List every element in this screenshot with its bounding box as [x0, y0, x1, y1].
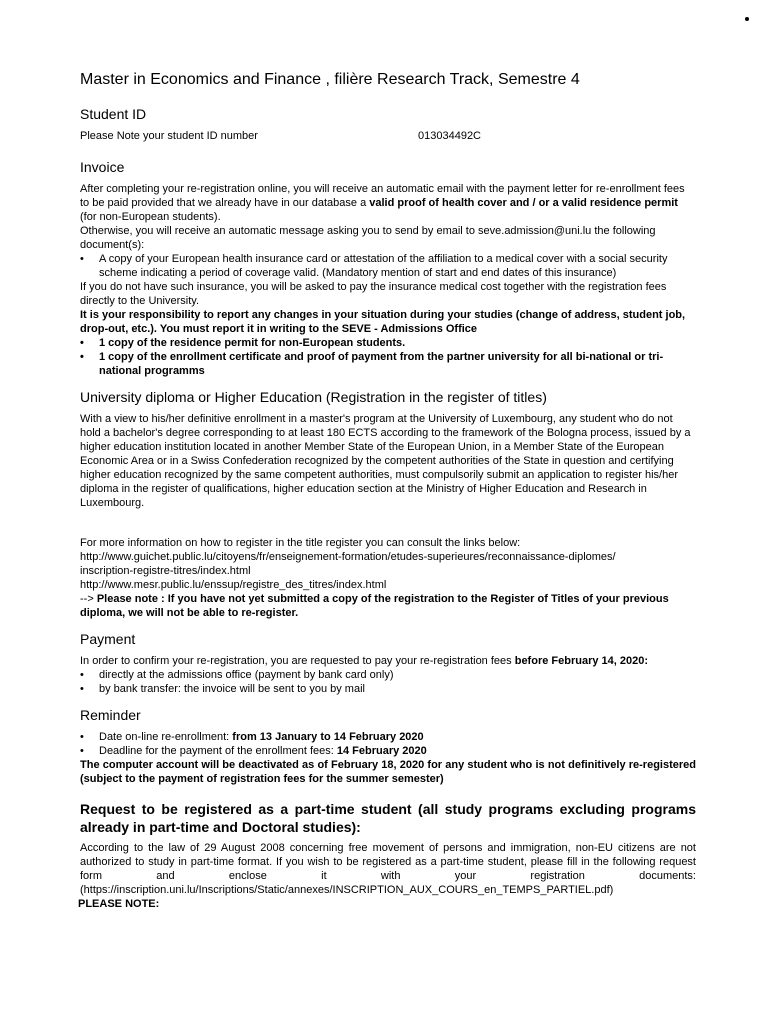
document-page [80, 70, 696, 911]
invoice-responsibility-notice: It is your responsibility to report any changes in your situation during your studies (change of address, student job, drop-out, etc.). You must report it in writing to the SEVE - Admissions Office [80, 309, 686, 335]
reminder-bullet-reenrollment [80, 730, 696, 744]
diploma-note [80, 592, 696, 620]
invoice-p1-text-b: (for non-European students). [80, 211, 221, 223]
parttime-heading: Request to be registered as a part-time student (all study programs excluding programs already in part-time and Doctoral studies): [80, 801, 696, 835]
diploma-note-arrow: --> [80, 593, 97, 605]
reminder-bullet1-text: Date on-line re-enrollment: [99, 731, 233, 743]
invoice-paragraph-3: If you do not have such insurance, you will be asked to pay the insurance medical cost together with the registration fees directly to the University. [80, 281, 667, 307]
student-id-value: 013034492C [418, 130, 482, 142]
payment-bullet-office: • directly at the admissions office (payment by bank card only) [80, 668, 696, 682]
diploma-paragraph-2: For more information on how to register in the title register you can consult the links below: [80, 537, 521, 549]
student-id-row [80, 129, 696, 143]
student-id-heading: Student ID [80, 106, 147, 122]
payment-text: In order to confirm your re-registration, you are requested to pay your re-registration fees [80, 655, 515, 667]
spacer [80, 620, 696, 630]
guichet-link-line-2[interactable]: inscription-registre-titres/index.html [80, 565, 251, 577]
reminder-bullet1-bold: from 13 January to 14 February 2020 [232, 731, 424, 743]
payment-paragraph [80, 654, 696, 668]
invoice-paragraph-2: Otherwise, you will receive an automatic message asking you to send by email to seve.admission@uni.lu the following document(s): [80, 225, 656, 251]
invoice-paragraph-1 [80, 182, 696, 224]
reminder-deactivation-notice: The computer account will be deactivated as of February 18, 2020 for any student who is not definitively re-registered (subject to the payment of registration fees for the summer semester) [80, 759, 696, 785]
reminder-bullet-deadline [80, 744, 696, 758]
please-note-label: PLEASE NOTE: [78, 898, 160, 910]
reminder-heading: Reminder [80, 707, 141, 723]
document-title: Master in Economics and Finance , filière Research Track, Semestre 4 [80, 71, 580, 88]
spacer [80, 696, 696, 706]
spacer [80, 510, 696, 536]
payment-deadline: before February 14, 2020: [514, 655, 649, 667]
spacer [80, 378, 696, 388]
payment-bullet-transfer: • by bank transfer: the invoice will be sent to you by mail [80, 682, 696, 696]
payment-list [80, 668, 696, 696]
invoice-heading: Invoice [80, 159, 125, 175]
reminder-list [80, 730, 696, 758]
spacer [80, 786, 696, 800]
student-id-label: Please Note your student ID number [80, 130, 258, 142]
payment-heading: Payment [80, 631, 136, 647]
corner-dot [745, 17, 749, 21]
diploma-heading: University diploma or Higher Education (Registration in the register of titles) [80, 389, 547, 405]
invoice-list-1 [80, 252, 696, 280]
reminder-bullet2-bold: 14 February 2020 [336, 745, 427, 757]
mesr-link[interactable]: http://www.mesr.public.lu/enssup/registre_des_titres/index.html [80, 579, 387, 591]
diploma-paragraph-1: With a view to his/her definitive enrollment in a master's program at the University of Luxembourg, any student who do not hold a bachelor's degree corresponding to at least 180 ECTS according to the framework of the Bologna process, issued by a higher education institution located in another Member State of the European Union, in a Member State of the European Economic Area or in a Swiss Confederation recognized by the competent authorities of the State in question and certifying higher education recognized by the same competent authorities, must compulsorily submit an application to register his/her diploma in the register of qualifications, higher education section at the Ministry of Higher Education and Research in Luxembourg. [80, 413, 691, 509]
invoice-list-2 [80, 336, 696, 378]
reminder-bullet2-text: Deadline for the payment of the enrollment fees: [99, 745, 337, 757]
invoice-bullet-enrollment-certificate: • 1 copy of the enrollment certificate and proof of payment from the partner university for all bi-national or tri-national programms [80, 350, 696, 378]
invoice-p1-bold: valid proof of health cover and / or a valid residence permit [369, 197, 678, 209]
diploma-note-bold: Please note : If you have not yet submitted a copy of the registration to the Register of Titles of your previous diploma, we will not be able to re-register. [80, 593, 669, 619]
invoice-bullet-residence-permit: • 1 copy of the residence permit for non-European students. [80, 336, 696, 350]
invoice-bullet-insurance: • A copy of your European health insurance card or attestation of the affiliation to a medical cover with a social security scheme indicating a period of coverage valid. (Mandatory mention of start and end dates of this insurance) [80, 252, 696, 280]
parttime-paragraph: According to the law of 29 August 2008 concerning free movement of persons and immigration, non-EU citizens are not authorized to study in part-time format. If you wish to be registered as a part-time student, please fill in the following request form and enclose it with your registration documents:(https://inscription.uni.lu/Inscriptions/Static/annexes/INSCRIPTION_AUX_COURS_en_TEMPS_PARTIEL.pdf) [80, 842, 696, 896]
guichet-link-line-1[interactable]: http://www.guichet.public.lu/citoyens/fr/enseignement-formation/etudes-superieures/reconnaissance-diplomes/ [80, 551, 616, 563]
invoice-p1-text-a: After completing your re-registration online, you will receive an automatic email with the payment letter for re-enrollment fees to be paid provided that we already have in our database a [80, 183, 685, 209]
